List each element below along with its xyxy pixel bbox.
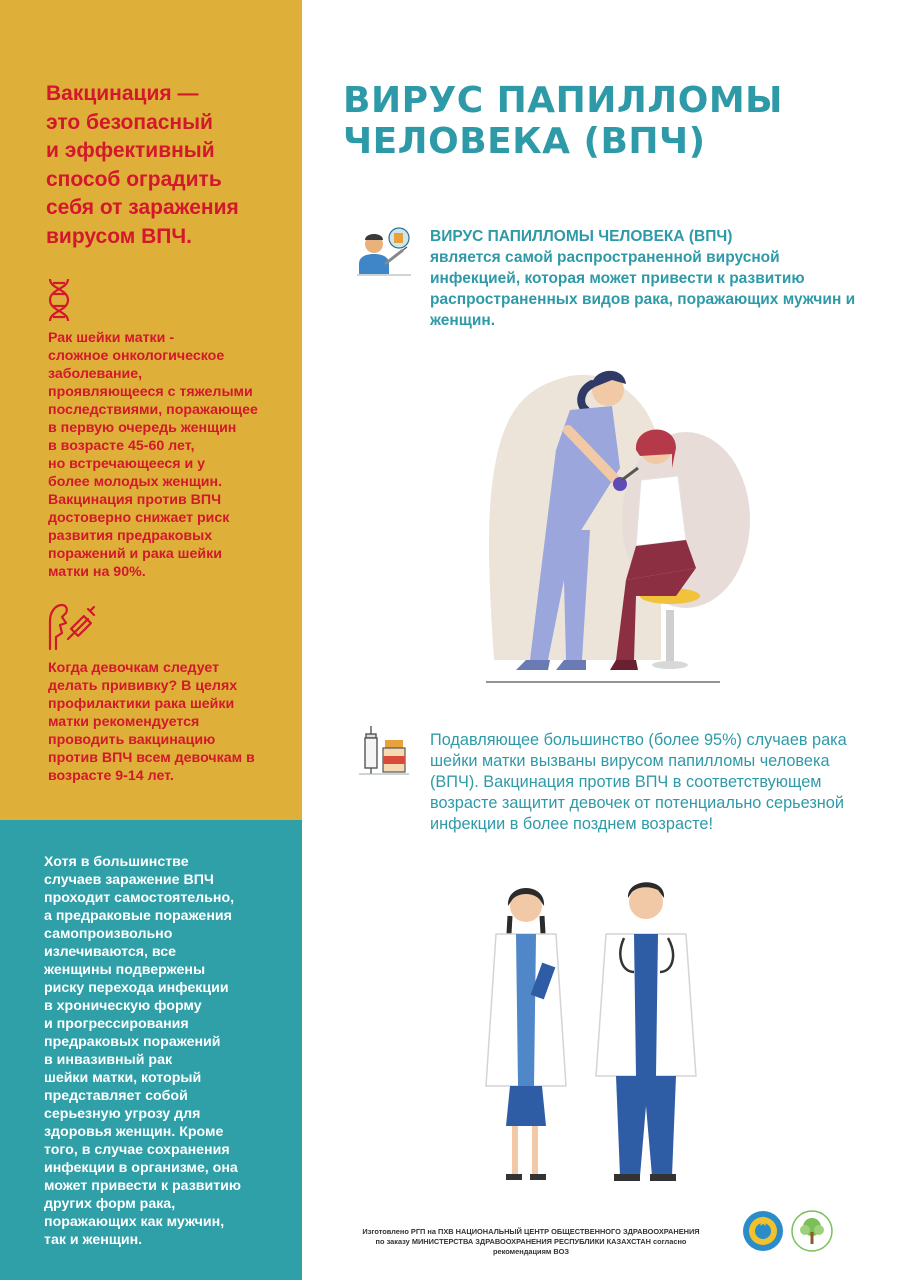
kazakhstan-emblem-icon xyxy=(742,1210,784,1252)
hpv-definition-block xyxy=(430,226,870,331)
nurse-vaccination-illustration xyxy=(486,360,750,686)
doctors-illustration xyxy=(466,876,716,1196)
vials-icon xyxy=(357,724,411,776)
sidebar-when-text: Когда девочкам следует делать прививку? В целях профилактики рака шейки матки рекомендуется проводить вакцинацию против ВПЧ всем девочкам в возрасте 9-14 лет. xyxy=(48,660,255,784)
child-vaccine-icon xyxy=(357,226,411,276)
sidebar-cancer-text: Рак шейки матки - сложное онкологическое заболевание, проявляющееся с тяжелыми последствиями, поражающее в первую очередь женщин в возрасте 45-60 лет, но встречающееся и у более молодых женщин. Вакцинация против ВПЧ достоверно снижает риск развития предраковых поражений и рака шейки матки на 90%. xyxy=(48,330,258,580)
hpv-definition-body: является самой распространенной вирусной инфекцией, которая может привести к развитию распространенных видов рака, поражающих мужчин и женщин. xyxy=(430,249,856,329)
hpv-cancer-fact: Подавляющее большинство (более 95%) случаев рака шейки матки вызваны вирусом папилломы человека (ВПЧ). Вакцинация против ВПЧ в соответствующем возрасте защитит девочек от потенциально серьезной инфекции в более позднем возрасте! xyxy=(430,731,847,833)
health-center-logo-icon xyxy=(791,1210,833,1252)
dna-icon xyxy=(46,277,72,323)
hpv-definition-heading: ВИРУС ПАПИЛЛОМЫ ЧЕЛОВЕКА (ВПЧ) xyxy=(430,228,733,245)
sidebar-intro-text: Вакцинация — это безопасный и эффективный способ оградить себя от заражения вирусом ВПЧ. xyxy=(46,82,239,248)
sidebar-bottom-text: Хотя в большинстве случаев заражение ВПЧ проходит самостоятельно, а предраковые поражения самопроизвольно излечиваются, все женщины подвержены риску перехода инфекции в хроническую форму и прогрессирования предраковых поражений в инвазивный рак шейки матки, который представляет собой серьезную угрозу для здоровья женщин. Кроме того, в случае сохранения инфекции в организме, она может привести к развитию других форм рака, поражающих как мужчин, так и женщин. xyxy=(44,854,242,1248)
page-title: ВИРУС ПАПИЛЛОМЫ ЧЕЛОВЕКА (ВПЧ) xyxy=(343,80,783,162)
footer-credits: Изготовлено РГП на ПХВ НАЦИОНАЛЬНЫЙ ЦЕНТР ОБЩЕСТВЕННОГО ЗДРАВООХРАНЕНИЯ по заказу МИНИСТЕРСТВА ЗДРАВООХРАНЕНИЯ РЕСПУБЛИКИ КАЗАХСТАН согласно рекомендациям ВОЗ xyxy=(362,1227,700,1256)
syringe-icon xyxy=(46,603,98,651)
